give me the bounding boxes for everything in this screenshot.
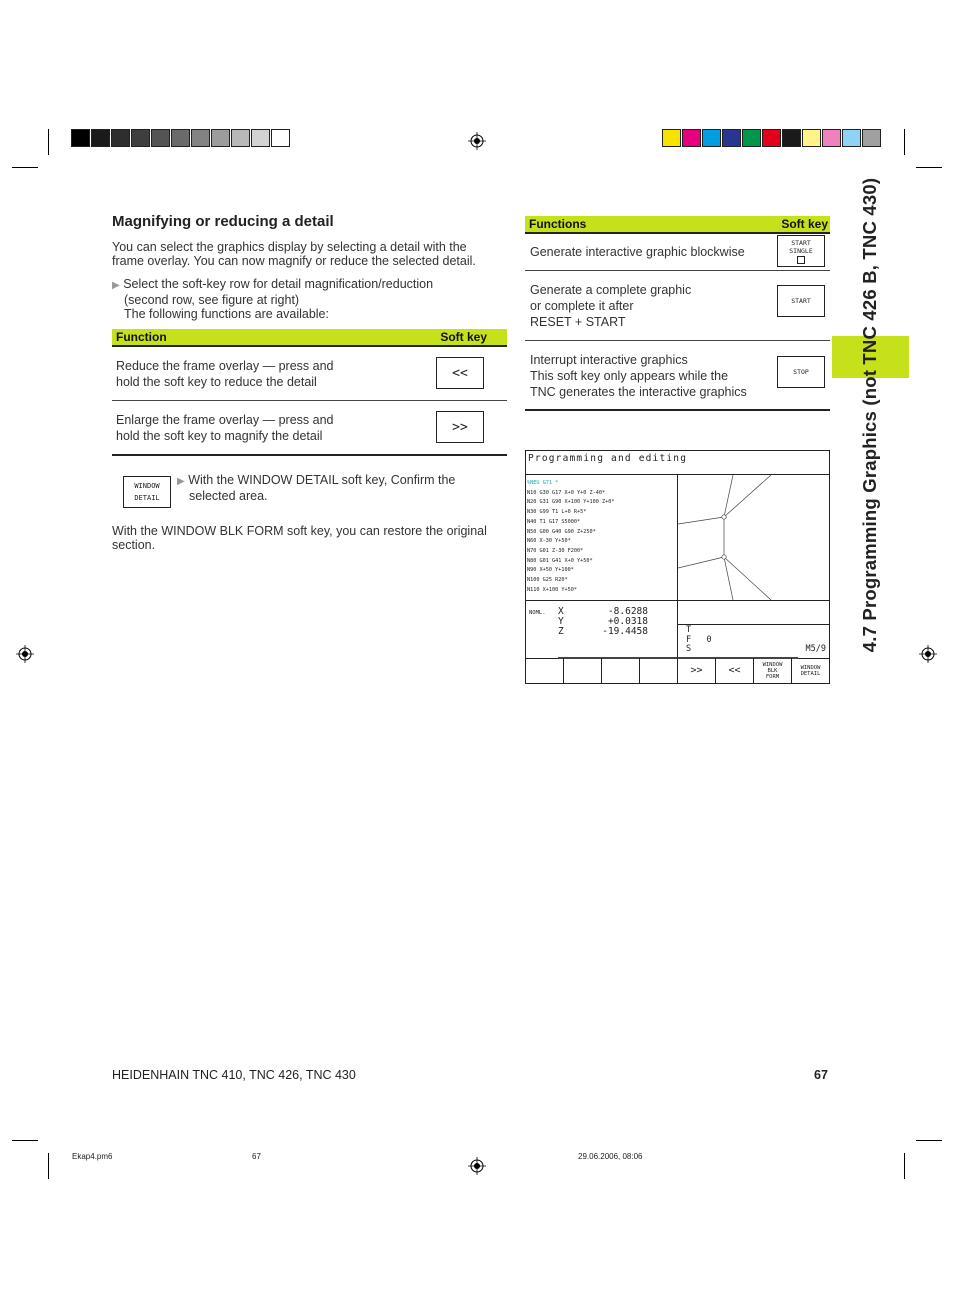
window-detail-softkey[interactable] [123, 476, 171, 508]
function-table-header [112, 329, 507, 345]
screen-softkey[interactable]: WINDOW BLK FORM [754, 658, 792, 683]
enlarge-softkey[interactable] [436, 411, 484, 443]
color-swatch [862, 129, 881, 147]
contour-graphic [678, 475, 830, 600]
contour-line [678, 517, 724, 524]
table-rule [112, 345, 507, 347]
crop-mark [916, 167, 942, 168]
color-swatch [662, 129, 681, 147]
crop-mark [12, 1140, 38, 1141]
manual-name: HEIDENHAIN TNC 410, TNC 426, TNC 430 [112, 1068, 356, 1082]
crop-mark [904, 129, 905, 155]
color-swatch [782, 129, 801, 147]
program-line: N60 X-30 Y+50* [527, 538, 571, 545]
step-line: Select the soft-key row for detail magnification/reduction [123, 277, 434, 291]
program-line: N90 X+50 Y+100* [527, 567, 574, 574]
row-line: Generate interactive graphic blockwise [530, 245, 745, 259]
outro-text [112, 524, 487, 552]
status-display [686, 626, 826, 655]
program-line: N30 G99 T1 L+0 R+5* [527, 509, 587, 516]
stop-softkey[interactable] [777, 356, 825, 388]
program-listing [527, 479, 614, 595]
registration-mark-icon [16, 645, 34, 663]
screen-softkey[interactable]: >> [678, 658, 716, 683]
tnc-screen [525, 450, 830, 684]
contour-line [724, 475, 771, 517]
color-swatch [802, 129, 821, 147]
contour-point [722, 515, 726, 519]
outro-line: section. [112, 538, 156, 552]
table-rule [525, 409, 830, 411]
program-line: N70 G01 Z-30 F200* [527, 547, 584, 554]
table-row-reduce [116, 358, 333, 390]
color-swatch [742, 129, 761, 147]
row-line: TNC generates the interactive graphics [530, 385, 747, 399]
screen-header: Programming and editing [528, 453, 688, 464]
crop-mark [12, 167, 38, 168]
screen-divider [677, 624, 829, 625]
table-rule [112, 454, 507, 456]
color-swatch [211, 129, 230, 147]
column-header-softkey: Soft key [781, 217, 828, 231]
softkey-label: START [791, 297, 811, 305]
screen-softkey[interactable] [602, 658, 640, 683]
softkey-label: START [791, 238, 811, 247]
table-rule [112, 400, 507, 401]
coord-value: -8.6288 [607, 606, 648, 617]
coord-value: +0.0318 [607, 616, 648, 627]
row-line: RESET + START [530, 315, 626, 329]
row-line: hold the soft key to magnify the detail [116, 429, 323, 443]
row-line: Generate a complete graphic [530, 283, 692, 297]
outro-line: With the WINDOW BLK FORM soft key, you can restore the original [112, 524, 487, 538]
column-header-function: Function [116, 330, 167, 344]
color-swatch [91, 129, 110, 147]
intro-line: You can select the graphics display by selecting a detail with the [112, 240, 467, 254]
registration-mark-icon [468, 132, 486, 150]
program-line: N110 X+100 Y+50* [527, 586, 577, 593]
row-line: hold the soft key to reduce the detail [116, 375, 317, 389]
status-spindle: S [686, 644, 692, 654]
registration-mark-icon [468, 1157, 486, 1175]
registration-mark-icon [919, 645, 937, 663]
screen-softkey[interactable]: WINDOW DETAIL [800, 664, 821, 677]
program-line: N10 G30 G17 X+0 Y+0 Z-40* [527, 489, 606, 496]
functions-table-header [525, 216, 830, 232]
color-swatch [762, 129, 781, 147]
program-line: N80 G01 G41 X+0 Y+50* [527, 557, 593, 564]
step-two [177, 473, 455, 503]
slug-page: 67 [252, 1152, 261, 1161]
status-feed-value: 0 [706, 634, 712, 645]
nominal-label: NOML. [529, 610, 546, 616]
bullet-arrow-icon: ▶ [177, 476, 185, 487]
start-single-softkey[interactable] [777, 235, 825, 267]
status-tool: T [686, 625, 692, 635]
softkey-label: >> [452, 419, 468, 435]
softkey-label: DETAIL [134, 494, 160, 502]
slug-date: 29.06.2006, 08:06 [578, 1152, 643, 1161]
contour-line [678, 557, 724, 568]
table-row-start-single [530, 244, 745, 260]
color-swatch [722, 129, 741, 147]
row-line: or complete it after [530, 299, 634, 313]
table-rule [525, 232, 830, 234]
start-softkey[interactable] [777, 285, 825, 317]
reduce-softkey[interactable] [436, 357, 484, 389]
table-rule [525, 340, 830, 341]
crop-mark [916, 1140, 942, 1141]
coord-axis: X [558, 606, 564, 617]
crop-mark [48, 1153, 49, 1179]
screen-divider [526, 600, 829, 601]
intro-text [112, 240, 476, 268]
color-swatch [682, 129, 701, 147]
coord-axis: Y [558, 616, 564, 627]
row-line: Reduce the frame overlay — press and [116, 359, 334, 373]
color-swatch [822, 129, 841, 147]
bullet-arrow-icon: ▶ [112, 280, 120, 291]
contour-line [724, 557, 733, 600]
program-line: N20 G31 G90 X+100 Y+100 Z+0* [527, 499, 615, 506]
coord-row [558, 627, 648, 637]
row-line: Enlarge the frame overlay — press and [116, 413, 334, 427]
column-header-softkey: Soft key [440, 330, 487, 344]
color-swatch [271, 129, 290, 147]
color-swatch [111, 129, 130, 147]
color-swatch [151, 129, 170, 147]
screen-softkey[interactable] [640, 658, 678, 683]
step-line: selected area. [189, 489, 268, 503]
program-line: N50 G00 G40 G90 Z+250* [527, 528, 596, 535]
table-row-enlarge [116, 412, 333, 444]
screen-softkey[interactable] [526, 658, 564, 683]
color-swatch [251, 129, 270, 147]
status-mfunction: M5/9 [805, 644, 826, 654]
color-swatch [71, 129, 90, 147]
softkey-label: WINDOW [134, 482, 160, 490]
contour-line [724, 475, 733, 517]
screen-softkey[interactable] [564, 658, 602, 683]
single-block-icon [797, 256, 805, 264]
program-line: N100 G25 R20* [527, 577, 568, 584]
step-line: With the WINDOW DETAIL soft key, Confirm the [188, 473, 456, 487]
crop-mark [904, 1153, 905, 1179]
chapter-side-title: 4.7 Programming Graphics (not TNC 426 B, TNC 430) [859, 177, 880, 653]
row-line: Interrupt interactive graphics [530, 353, 688, 367]
contour-line [724, 557, 771, 600]
step-one [112, 277, 433, 321]
column-header-functions: Functions [529, 217, 587, 231]
color-swatch [191, 129, 210, 147]
program-line: N40 T1 G17 S5000* [527, 518, 581, 525]
screen-softkey[interactable]: << [716, 658, 754, 683]
coord-value: -19.4458 [602, 626, 648, 637]
table-row-start [530, 282, 691, 330]
softkey-label: STOP [793, 368, 809, 376]
table-row-stop [530, 352, 747, 400]
color-swatch [171, 129, 190, 147]
slug-file: Ekap4.pm6 [72, 1152, 113, 1161]
color-swatch [842, 129, 861, 147]
row-line: This soft key only appears while the [530, 369, 729, 383]
screen-softkey-row [526, 658, 829, 683]
contour-point [722, 555, 726, 559]
softkey-label: << [452, 365, 468, 381]
softkey-label: SINGLE [789, 246, 813, 255]
section-title: Magnifying or reducing a detail [112, 213, 334, 230]
intro-line: frame overlay. You can now magnify or reduce the selected detail. [112, 254, 476, 268]
program-line: %NEU G71 * [527, 480, 559, 486]
step-line: The following functions are available: [124, 307, 329, 321]
table-rule [525, 270, 830, 271]
position-display [558, 607, 648, 637]
color-swatch [702, 129, 721, 147]
crop-mark [48, 129, 49, 155]
color-swatch [131, 129, 150, 147]
status-feed-label: F [686, 634, 692, 645]
color-swatch [231, 129, 250, 147]
page-number: 67 [814, 1068, 828, 1082]
coord-axis: Z [558, 626, 564, 637]
step-line: (second row, see figure at right) [124, 293, 300, 307]
